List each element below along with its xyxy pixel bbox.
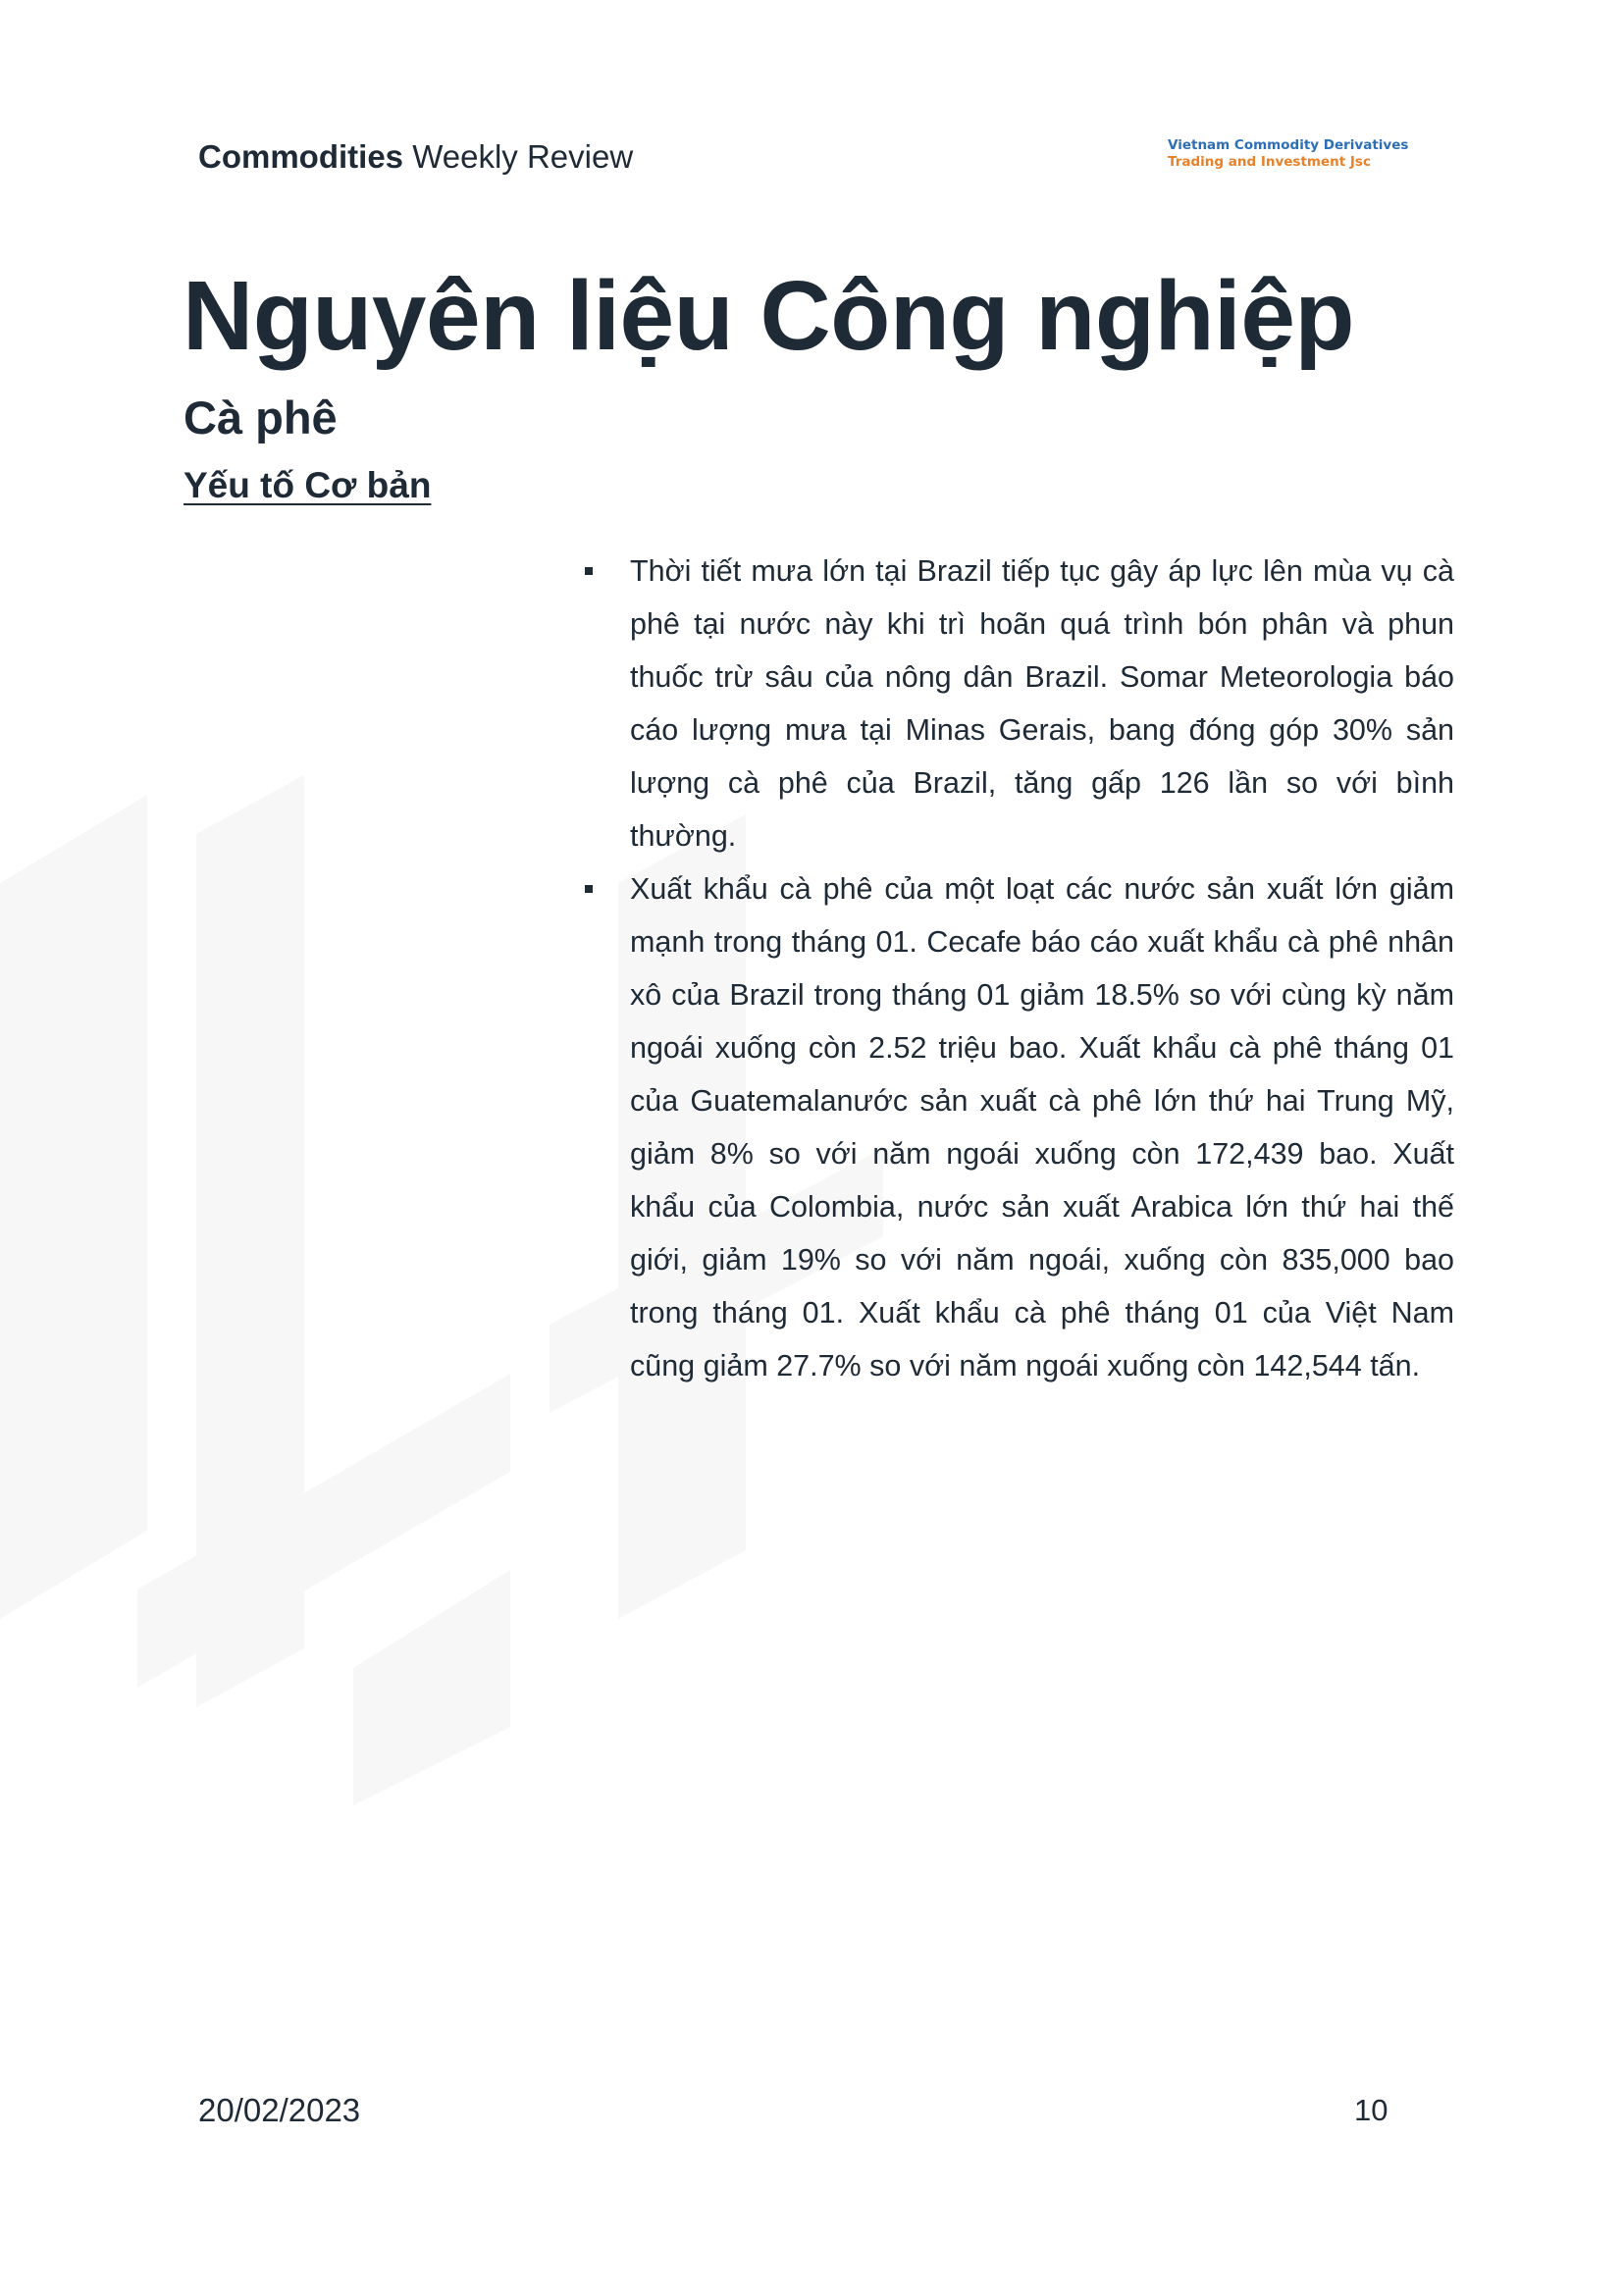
page-number: 10 — [1354, 2093, 1388, 2127]
bullet-text: Thời tiết mưa lớn tại Brazil tiếp tục gây áp lực lên mùa vụ cà phê tại nước này khi trì hoãn quá trình bón phân và phun thuốc trừ sâu của nông dân Brazil. Somar Meteorologia báo cáo lượng mưa tại Minas Gerais, bang đóng góp 30% sản lượng cà phê của Brazil, tăng gấp 126 lần so với bình thường. — [630, 554, 1454, 853]
footer-date: 20/02/2023 — [198, 2092, 361, 2128]
square-bullet-icon — [585, 885, 593, 893]
report-title — [198, 135, 633, 179]
section-subtitle: Cà phê — [183, 391, 338, 443]
company-logo-text — [1168, 137, 1408, 171]
company-name-line1: Vietnam Commodity Derivatives — [1168, 137, 1409, 153]
company-name-line2: Trading and Investment Jsc — [1168, 154, 1371, 170]
square-bullet-icon — [585, 567, 593, 575]
bullet-list — [579, 545, 1454, 1392]
section-heading: Yếu tố Cơ bản — [183, 465, 432, 505]
bullet-item — [579, 545, 1454, 862]
bullet-text: Xuất khẩu cà phê của một loạt các nước sản xuất lớn giảm mạnh trong tháng 01. Cecafe báo cáo xuất khẩu cà phê nhân xô của Brazil trong tháng 01 giảm 18.5% so với cùng kỳ năm ngoái xuống còn 2.52 triệu bao. Xuất khẩu cà phê tháng 01 của Guatemalanước sản xuất cà phê lớn thứ hai Trung Mỹ, giảm 8% so với năm ngoái xuống còn 172,439 bao. Xuất khẩu của Colombia, nước sản xuất Arabica lớn thứ hai thế giới, giảm 19% so với năm ngoái, xuống còn 835,000 bao trong tháng 01. Xuất khẩu cà phê tháng 01 của Việt Nam cũng giảm 27.7% so với năm ngoái xuống còn 142,544 tấn. — [630, 872, 1454, 1382]
report-title-bold: Commodities — [198, 138, 404, 175]
page-title: Nguyên liệu Công nghiệp — [183, 261, 1355, 371]
report-title-rest: Weekly Review — [412, 138, 634, 175]
bullet-item — [579, 862, 1454, 1392]
